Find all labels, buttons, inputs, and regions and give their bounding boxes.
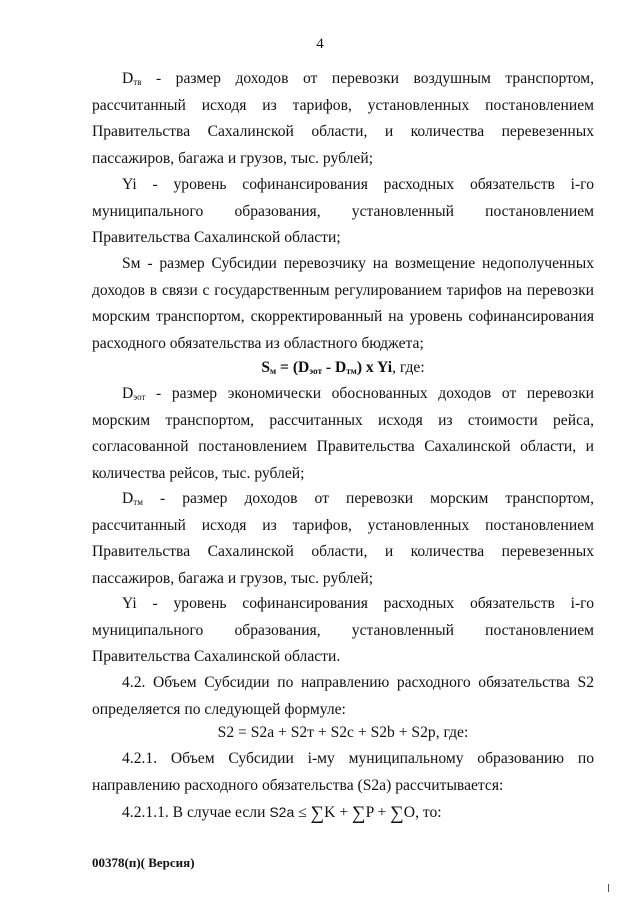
sum-symbol: ∑ (310, 803, 325, 824)
page-number: 4 (316, 36, 324, 52)
symbol-subscript: тв (133, 77, 142, 87)
symbol-sm: Sм (122, 255, 141, 272)
paragraph-dtv (92, 66, 594, 172)
sum-symbol: ∑ (390, 803, 404, 824)
footer-version: 00378(п)( Версия) (92, 855, 195, 870)
paragraph-text: - размер доходов от перевозки морским транспортом, рассчитанный исходя из тарифов, установленных постановлением Правительства Сахалинской области, и количества перевезенных пассажиров, багажа и грузов, тыс. рублей; (92, 490, 594, 587)
paragraph-4-2-1-1: 4.2.1.1. В случае если S2a ≤ ∑K + ∑P + ∑O, то: (122, 803, 442, 824)
paragraph-4-2-1: 4.2.1. Объем Субсидии i-му муниципальному образованию по направлению расходного обязательства (S2a) рассчитывается: (92, 750, 594, 794)
paragraph-4-2: 4.2. Объем Субсидии по направлению расходного обязательства S2 определяется по следующей формуле: (92, 674, 594, 718)
paragraph-yi-1 (92, 172, 594, 252)
symbol-yi: Yi (122, 176, 137, 193)
formula-sm: $S_м = (D_{эот} - D_{тм})$ x Yi, где: (261, 359, 425, 376)
sum-symbol: ∑ (352, 803, 366, 824)
paragraph-yi-2 (92, 591, 594, 671)
paragraph-text: - уровень софинансирования расходных обязательств i-го муниципального образования, установленный постановлением Правительства Сахалинской области; (92, 176, 594, 246)
paragraph-text: - размер экономически обоснованных доходов от перевозки морским транспортом, рассчитанных исходя из стоимости рейса, согласованной постановлением Правительства Сахалинской области, и количества рейсов, тыс. рублей; (92, 385, 594, 482)
symbol-subscript: тм (133, 497, 143, 507)
formula-s2: S2 = S2a + S2т + S2c + S2b + S2p, где: (217, 724, 469, 741)
paragraph-sm (92, 251, 594, 357)
paragraph-text: - уровень софинансирования расходных обязательств i-го муниципального образования, установленный постановлением Правительства Сахалинской области. (92, 595, 594, 665)
paragraph-text: - размер Субсидии перевозчику на возмещение недополученных доходов в связи с государственным регулированием тарифов на перевозки морским транспортом, скорректированный на уровень софинансирования расходного обязательства из областного бюджета; (92, 255, 594, 352)
symbol-subscript: эот (133, 392, 146, 402)
paragraph-text: - размер доходов от перевозки воздушным транспортом, рассчитанный исходя из тарифов, установленных постановлением Правительства Сахалинской области, и количества перевезенных пассажиров, багажа и грузов, тыс. рублей; (92, 70, 594, 167)
symbol-d: D (122, 490, 134, 507)
symbol-d: D (122, 385, 134, 402)
scan-artifact (608, 884, 609, 892)
symbol-d: D (122, 70, 134, 87)
paragraph-dtm (92, 486, 594, 592)
paragraph-deot (92, 381, 594, 487)
symbol-yi: Yi (122, 595, 137, 612)
